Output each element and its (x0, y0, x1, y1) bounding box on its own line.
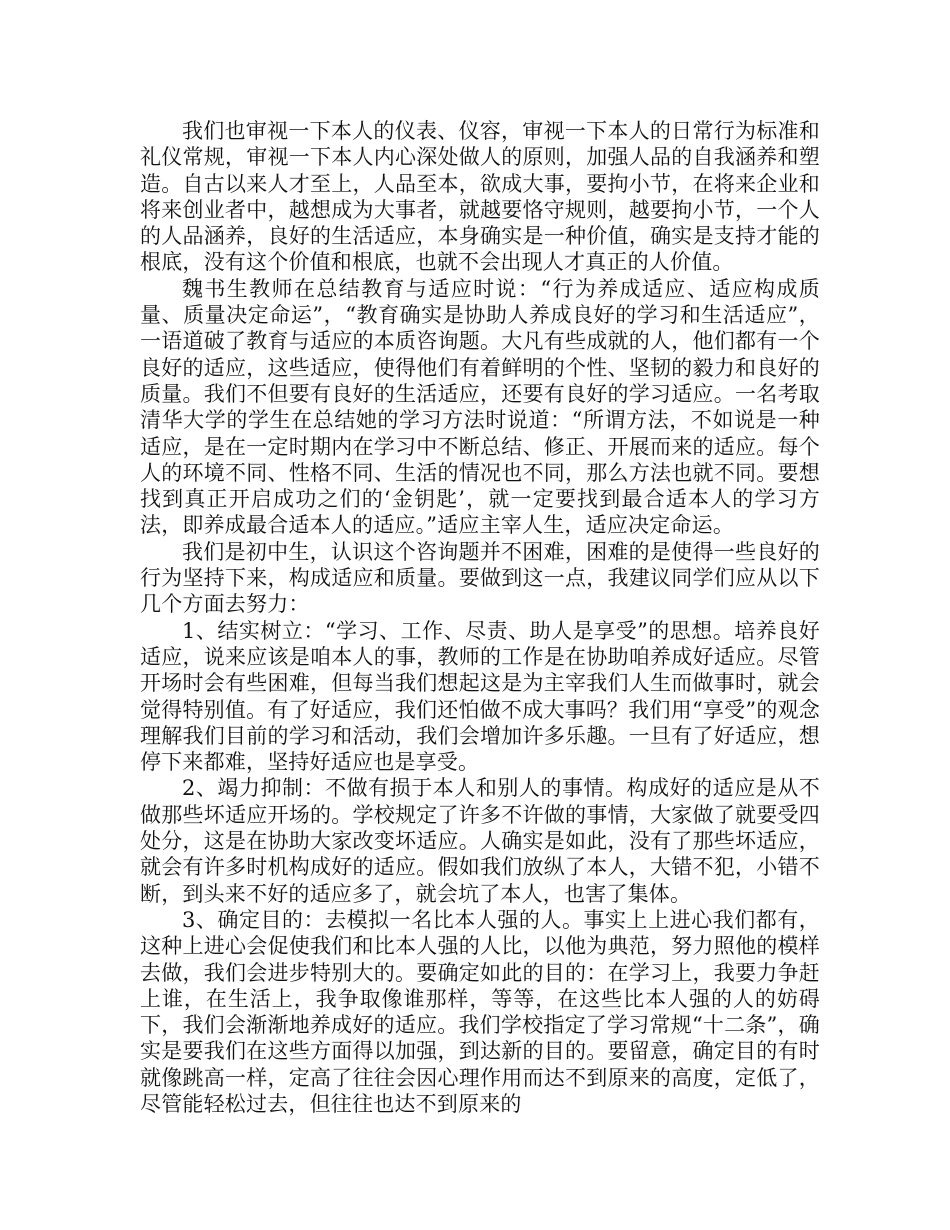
paragraph-2: 魏书生教师在总结教育与适应时说：“行为养成适应、适应构成质量、质量决定命运”，“教育确实是协助人养成良好的学习和生活适应”，一语道破了教育与适应的本质咨询题。大凡有些成就的人，他们都有一个良好的适应，这些适应，使得他们有着鲜明的个性、坚韧的毅力和良好的质量。我们不但要有良好的生活适应，还要有良好的学习适应。一名考取清华大学的学生在总结她的学习方法时说道：“所谓方法，不如说是一种适应，是在一定时期内在学习中不断总结、修正、开展而来的适应。每个人的环境不同、性格不同、生活的情况也不同，那么方法也就不同。要想找到真正开启成功之们的‘金钥匙’，就一定要找到最合适本人的学习方法，即养成最合适本人的适应。”适应主宰人生，适应决定命运。 (140, 276, 820, 538)
document-body (140, 118, 820, 1117)
paragraph-1: 我们也审视一下本人的仪表、仪容，审视一下本人的日常行为标准和礼仪常规，审视一下本人内心深处做人的原则，加强人品的自我涵养和塑造。自古以来人才至上，人品至本，欲成大事，要拘小节，在将来企业和将来创业者中，越想成为大事者，就越要恪守规则，越要拘小节，一个人的人品涵养，良好的生活适应，本身确实是一种价值，确实是支持才能的根底，没有这个价值和根底，也就不会出现人才真正的人价值。 (140, 119, 820, 275)
paragraph-4: 1、结实树立：“学习、工作、尽责、助人是享受”的思想。培养良好适应，说来应该是咱本人的事，教师的工作是在协助咱养成好适应。尽管开场时会有些困难，但每当我们想起这是为主宰我们人生而做事时，就会觉得特别值。有了好适应，我们还怕做不成大事吗？我们用“享受”的观念理解我们目前的学习和活动，我们会增加许多乐趣。一旦有了好适应，想停下来都难，坚持好适应也是享受。 (140, 618, 820, 775)
paragraph-5: 2、竭力抑制：不做有损于本人和别人的事情。构成好的适应是从不做那些坏适应开场的。学校规定了许多不许做的事情，大家做了就要受四处分，这是在协助大家改变坏适应。人确实是如此，没有了那些坏适应，就会有许多时机构成好的适应。假如我们放纵了本人，大错不犯，小错不断，到头来不好的适应多了，就会坑了本人，也害了集体。 (140, 776, 820, 906)
paragraph-3: 我们是初中生，认识这个咨询题并不困难，困难的是使得一些良好的行为坚持下来，构成适应和质量。要做到这一点，我建议同学们应从以下几个方面去努力： (140, 539, 820, 617)
paragraph-6: 3、确定目的：去模拟一名比本人强的人。事实上上进心我们都有，这种上进心会促使我们和比本人强的人比，以他为典范，努力照他的模样去做，我们会进步特别大的。要确定如此的目的：在学习上，我要力争赶上谁，在生活上，我争取像谁那样，等等，在这些比本人强的人的妨碍下，我们会渐渐地养成好的适应。我们学校指定了学习常规“十二条”，确实是要我们在这些方面得以加强，到达新的目的。要留意，确定目的有时就像跳高一样，定高了往往会因心理作用而达不到原来的高度，定低了，尽管能轻松过去，但往往也达不到原来的 (140, 907, 820, 1116)
